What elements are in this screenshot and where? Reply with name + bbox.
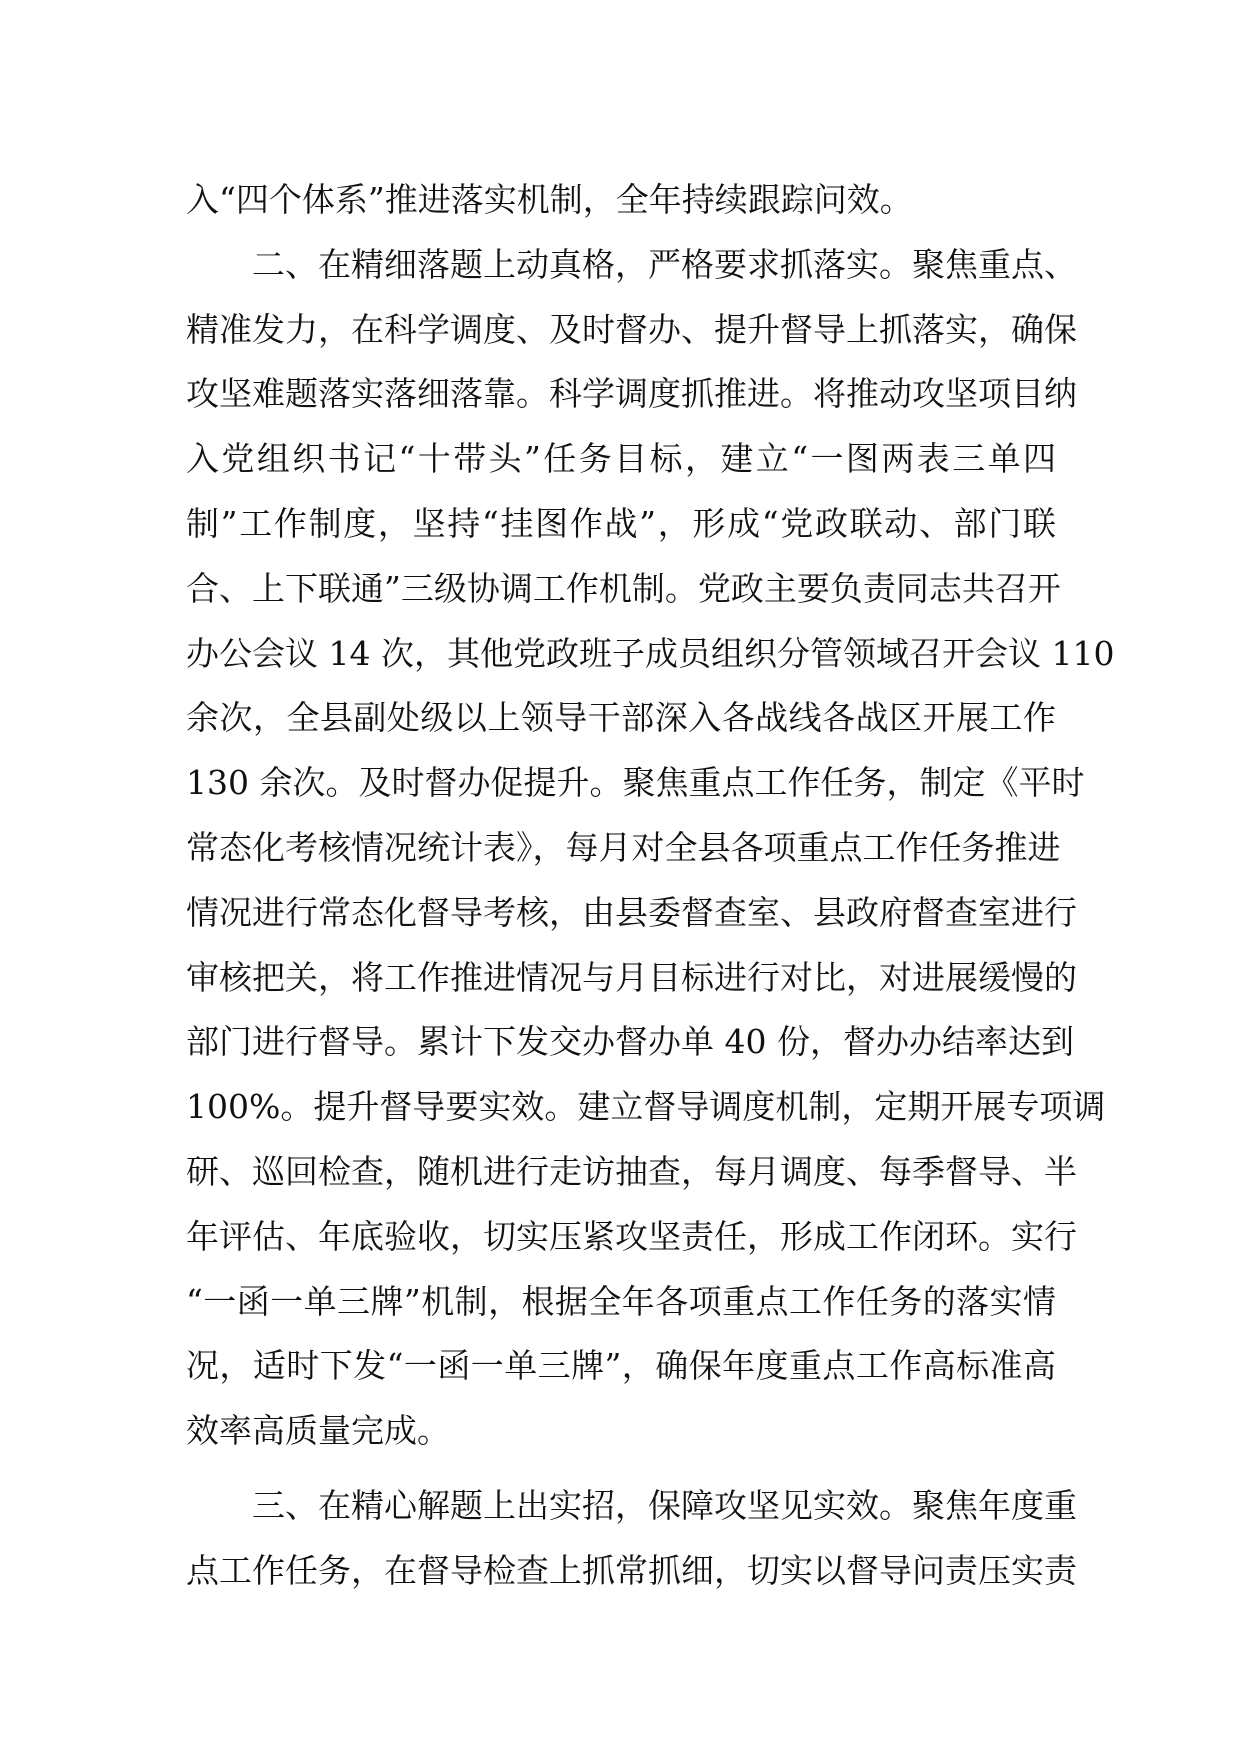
paragraph-2-line-15: 研、巡回检查，随机进行走访抽查，每月调度、每季督导、半	[186, 1151, 1077, 1191]
paragraph-3-line-1: 三、在精心解题上出实招，保障攻坚见实效。聚焦年度重	[186, 1485, 1077, 1525]
paragraph-1-line-1: 入“四个体系”推进落实机制，全年持续跟踪问效。	[186, 180, 913, 219]
paragraph-2-line-10: 常态化考核情况统计表》，每月对全县各项重点工作任务推进	[186, 827, 1061, 867]
paragraph-2-line-1: 二、在精细落题上动真格，严格要求抓落实。聚焦重点、	[186, 244, 1077, 284]
paragraph-2-line-3: 攻坚难题落实落细落靠。科学调度抓推进。将推动攻坚项目纳	[186, 374, 1077, 414]
paragraph-2-line-2: 精准发力，在科学调度、及时督办、提升督导上抓落实，确保	[186, 309, 1077, 349]
paragraph-2-line-14: 100%。提升督导要实效。建立督导调度机制，定期开展专项调	[186, 1087, 1106, 1127]
paragraph-2-line-6: 合、上下联通”三级协调工作机制。党政主要负责同志共召开	[186, 568, 1061, 608]
paragraph-2-line-9: 130 余次。及时督办促提升。聚焦重点工作任务，制定《平时	[186, 763, 1085, 803]
paragraph-2-line-5: 制”工作制度，坚持“挂图作战”，形成“党政联动、部门联	[186, 503, 1056, 543]
paragraph-2-line-4: 入党组织书记“十带头”任务目标，建立“一图两表三单四	[186, 439, 1056, 479]
paragraph-2-line-12: 审核把关，将工作推进情况与月目标进行对比，对进展缓慢的	[186, 957, 1077, 997]
paragraph-2-line-19: 效率高质量完成。	[186, 1411, 450, 1451]
paragraph-2-line-13: 部门进行督导。累计下发交办督办单 40 份，督办办结率达到	[186, 1022, 1074, 1062]
paragraph-2-line-11: 情况进行常态化督导考核，由县委督查室、县政府督查室进行	[186, 892, 1077, 932]
paragraph-2-line-18: 况，适时下发“一函一单三牌”，确保年度重点工作高标准高	[186, 1346, 1056, 1386]
paragraph-2-line-16: 年评估、年底验收，切实压紧攻坚责任，形成工作闭环。实行	[186, 1216, 1077, 1256]
document-body	[186, 168, 1115, 1604]
paragraph-2-line-7: 办公会议 14 次，其他党政班子成员组织分管领域召开会议 110	[186, 633, 1115, 673]
paragraph-2-line-17: “一函一单三牌”机制，根据全年各项重点工作任务的落实情	[186, 1281, 1056, 1321]
paragraph-2-line-8: 余次，全县副处级以上领导干部深入各战线各战区开展工作	[186, 698, 1056, 738]
paragraph-3-line-2: 点工作任务，在督导检查上抓常抓细，切实以督导问责压实责	[186, 1550, 1077, 1590]
